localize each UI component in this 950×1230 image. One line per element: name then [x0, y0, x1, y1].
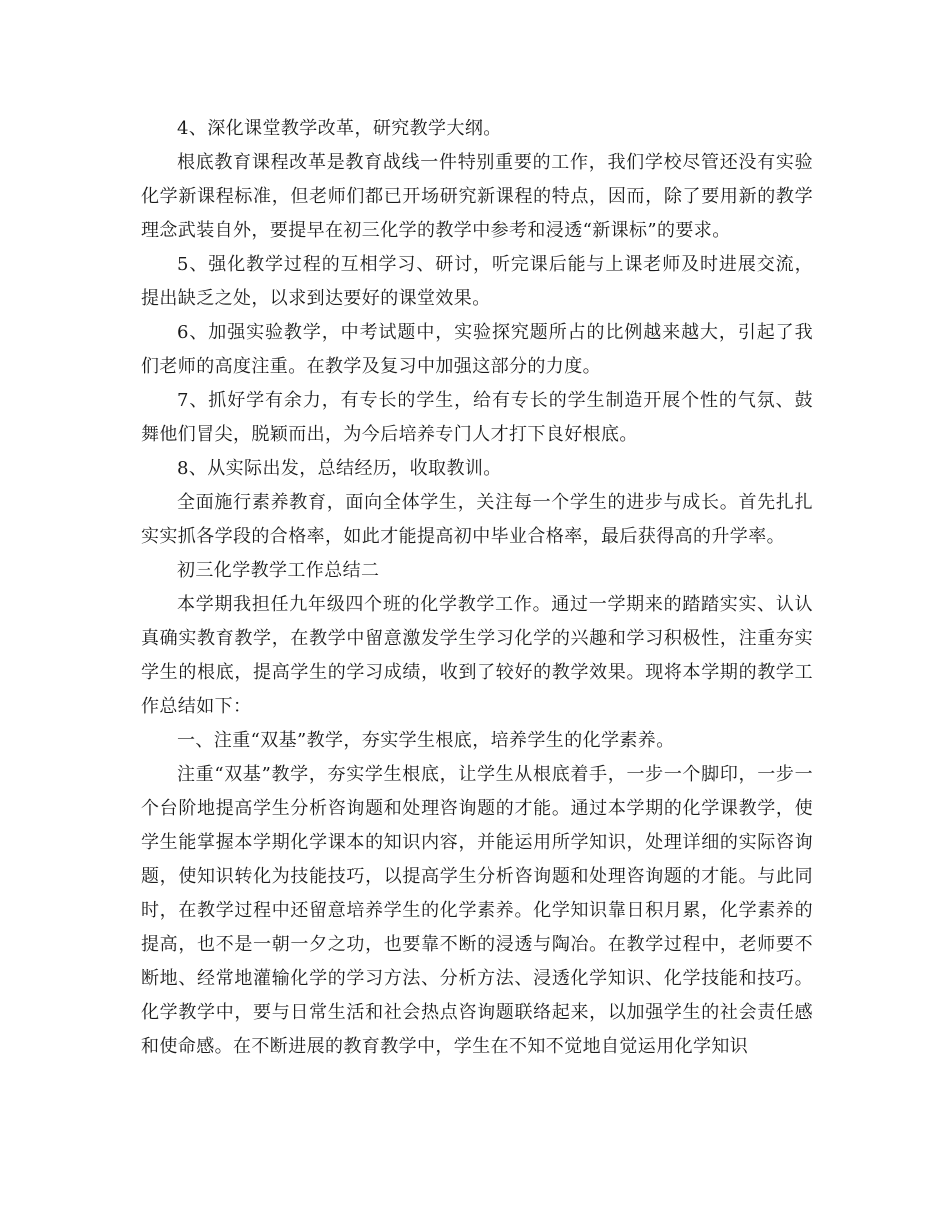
- paragraph-item-5: 5、强化教学过程的互相学习、研讨，听完课后能与上课老师及时进展交流，提出缺乏之处，以求到达要好的课堂效果。: [141, 254, 813, 309]
- paragraph-item-4: 4、深化课堂教学改革，研究教学大纲。: [177, 118, 502, 139]
- document-body: [141, 112, 813, 1064]
- paragraph-item-6: 6、加强实验教学，中考试题中，实验探究题所占的比例越来越大，引起了我们老师的高度注重。在教学及复习中加强这部分的力度。: [141, 322, 813, 377]
- subheading-double-basics: 一、注重“双基”教学，夯实学生根底，培养学生的化学素养。: [177, 730, 675, 751]
- section-heading: 初三化学教学工作总结二: [177, 560, 380, 581]
- paragraph-quality-education: 全面施行素养教育，面向全体学生，关注每一个学生的进步与成长。首先扎扎实实抓各学段的合格率，如此才能提高初中毕业合格率，最后获得高的升学率。: [141, 492, 813, 547]
- paragraph-semester-intro: 本学期我担任九年级四个班的化学教学工作。通过一学期来的踏踏实实、认认真确实教育教学，在教学中留意激发学生学习化学的兴趣和学习积极性，注重夯实学生的根底，提高学生的学习成绩，收到了较好的教学效果。现将本学期的教学工作总结如下：: [141, 594, 813, 717]
- paragraph-item-7: 7、抓好学有余力，有专长的学生，给有专长的学生制造开展个性的气氛、鼓舞他们冒尖，脱颖而出，为今后培养专门人才打下良好根底。: [141, 390, 813, 445]
- paragraph-double-basics: 注重“双基”教学，夯实学生根底，让学生从根底着手，一步一个脚印，一步一个台阶地提高学生分析咨询题和处理咨询题的才能。通过本学期的化学课教学，使学生能掌握本学期化学课本的知识内容，并能运用所学知识，处理详细的实际咨询题，使知识转化为技能技巧，以提高学生分析咨询题和处理咨询题的才能。与此同时，在教学过程中还留意培养学生的化学素养。化学知识靠日积月累，化学素养的提高，也不是一朝一夕之功，也要靠不断的浸透与陶冶。在教学过程中，老师要不断地、经常地灌输化学的学习方法、分析方法、浸透化学知识、化学技能和技巧。化学教学中，要与日常生活和社会热点咨询题联络起来，以加强学生的社会责任感和使命感。在不断进展的教育教学中，学生在不知不觉地自觉运用化学知识: [141, 764, 813, 1057]
- paragraph-curriculum-reform: 根底教育课程改革是教育战线一件特别重要的工作，我们学校尽管还没有实验化学新课程标准，但老师们都已开场研究新课程的特点，因而，除了要用新的教学理念武装自外，要提早在初三化学的教学中参考和浸透“新课标”的要求。: [141, 152, 813, 241]
- paragraph-item-8: 8、从实际出发，总结经历，收取教训。: [177, 458, 502, 479]
